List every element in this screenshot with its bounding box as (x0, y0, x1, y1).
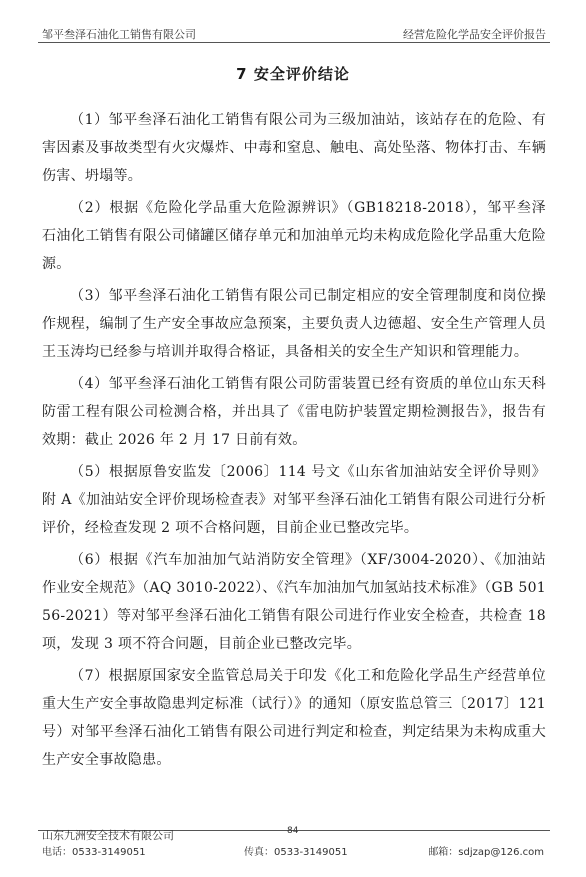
footer-fax: 传真：0533-3149051 (244, 847, 348, 858)
section-title: 7 安全评价结论 (236, 65, 350, 83)
conclusion-paragraph-3: （3）邹平叁泽石油化工销售有限公司已制定相应的安全管理制度和岗位操作规程，编制了生产安全事故应急预案，主要负责人边德超、安全生产管理人员王玉涛均已经参与培训并取得合格证，具备相关的安全生产知识和管理能力。 (42, 288, 546, 360)
conclusion-paragraph-4: （4）邹平叁泽石油化工销售有限公司防雷装置已经有资质的单位山东天科防雷工程有限公司检测合格，并出具了《雷电防护装置定期检测报告》，报告有效期：截止 2026 年 2 月 17 日前有效。 (42, 376, 546, 448)
conclusion-paragraph-2: （2）根据《危险化学品重大危险源辨识》（GB18218-2018），邹平叁泽石油化工销售有限公司储罐区储存单元和加油单元均未构成危险化学品重大危险源。 (42, 200, 546, 272)
footer-email: 邮箱：sdjzap@126.com (428, 847, 544, 858)
header-divider (38, 42, 550, 43)
header-company: 邹平叁泽石油化工销售有限公司 (42, 28, 196, 41)
conclusion-paragraph-6: （6）根据《汽车加油加气站消防安全管理》（XF/3004-2020）、《加油站作业安全规范》（AQ 3010-2022）、《汽车加油加气加氢站技术标准》（GB 50156-2021）等对邹平叁泽石油化工销售有限公司进行作业安全检查，共检查 18 项，发现 3 项不符合问题，目前企业已整改完毕。 (42, 552, 546, 652)
footer-company: 山东九洲安全技术有限公司 (42, 829, 174, 842)
conclusion-paragraph-7: （7）根据原国家安全监管总局关于印发《化工和危险化学品生产经营单位重大生产安全事故隐患判定标准（试行）》的通知（原安监总管三〔2017〕121 号）对邹平叁泽石油化工销售有限公司进行判定和检查，判定结果为未构成重大生产安全事故隐患。 (42, 668, 546, 768)
footer-phone: 电话：0533-3149051 (42, 847, 146, 858)
page-header (38, 26, 550, 42)
section-body (42, 106, 546, 778)
conclusion-paragraph-5: （5）根据原鲁安监发〔2006〕114 号文《山东省加油站安全评价导则》附 A《加油站安全评价现场检查表》对邹平叁泽石油化工销售有限公司进行分析评价，经检查发现 2 项不合格问题，目前企业已整改完毕。 (42, 464, 546, 536)
conclusion-paragraph-1: （1）邹平叁泽石油化工销售有限公司为三级加油站，该站存在的危险、有害因素及事故类型有火灾爆炸、中毒和窒息、触电、高处坠落、物体打击、车辆伤害、坍塌等。 (42, 112, 546, 184)
page-number: 84 (287, 826, 299, 836)
header-report-title: 经营危险化学品安全评价报告 (403, 28, 546, 41)
